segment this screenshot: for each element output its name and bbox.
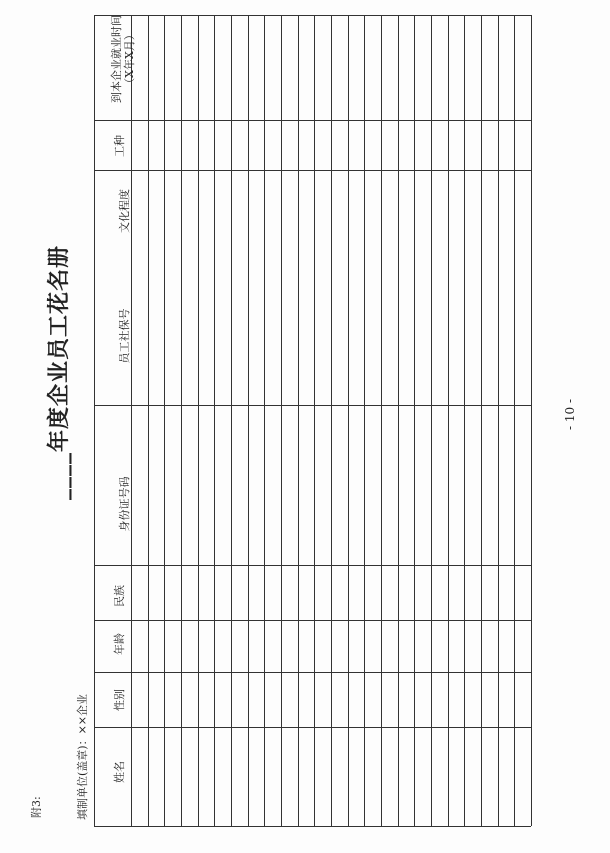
header-id-number: 身份证号码 [118, 476, 131, 532]
header-employment-date-format: （X年X月） [123, 29, 136, 89]
table-row [448, 15, 449, 826]
table-row [464, 15, 465, 826]
header-job-type: 工种 [113, 135, 126, 157]
table-row [381, 15, 382, 826]
table-row [281, 15, 282, 826]
column-divider [94, 565, 531, 566]
table-row [248, 15, 249, 826]
table-row [498, 15, 499, 826]
header-age: 年龄 [113, 633, 126, 655]
table-row [231, 15, 232, 826]
table-row [164, 15, 165, 826]
header-social-security: 员工社保号 [118, 308, 131, 364]
unit-label: 填制单位(盖章)：××企业 [76, 693, 89, 820]
header-gender: 性别 [113, 689, 126, 711]
page-title: ____年度企业员工花名册 [46, 244, 72, 500]
column-divider [94, 170, 531, 171]
column-divider [94, 120, 531, 121]
table-row [181, 15, 182, 826]
table-row [414, 15, 415, 826]
annex-label: 附3: [30, 796, 43, 818]
table-row [298, 15, 299, 826]
table-row [514, 15, 515, 826]
table-row [131, 15, 132, 826]
table-row [148, 15, 149, 826]
table-row [214, 15, 215, 826]
header-name: 姓名 [113, 761, 126, 783]
column-divider [94, 672, 531, 673]
table-row [94, 15, 95, 826]
table-row [198, 15, 199, 826]
column-divider [94, 15, 531, 16]
table-row [431, 15, 432, 826]
table-row [348, 15, 349, 826]
column-divider [94, 826, 531, 827]
header-ethnicity: 民族 [113, 585, 126, 607]
table-row [331, 15, 332, 826]
table-row [364, 15, 365, 826]
table-row [314, 15, 315, 826]
table-row [398, 15, 399, 826]
table-row [481, 15, 482, 826]
header-employment-date: 到本企业就业时间 [110, 15, 123, 103]
column-divider [94, 620, 531, 621]
page-number: - 10 - [563, 398, 577, 430]
table-row [264, 15, 265, 826]
table-row [531, 15, 532, 826]
header-education: 文化程度 [118, 189, 131, 233]
column-divider [94, 405, 531, 406]
column-divider [94, 727, 531, 728]
